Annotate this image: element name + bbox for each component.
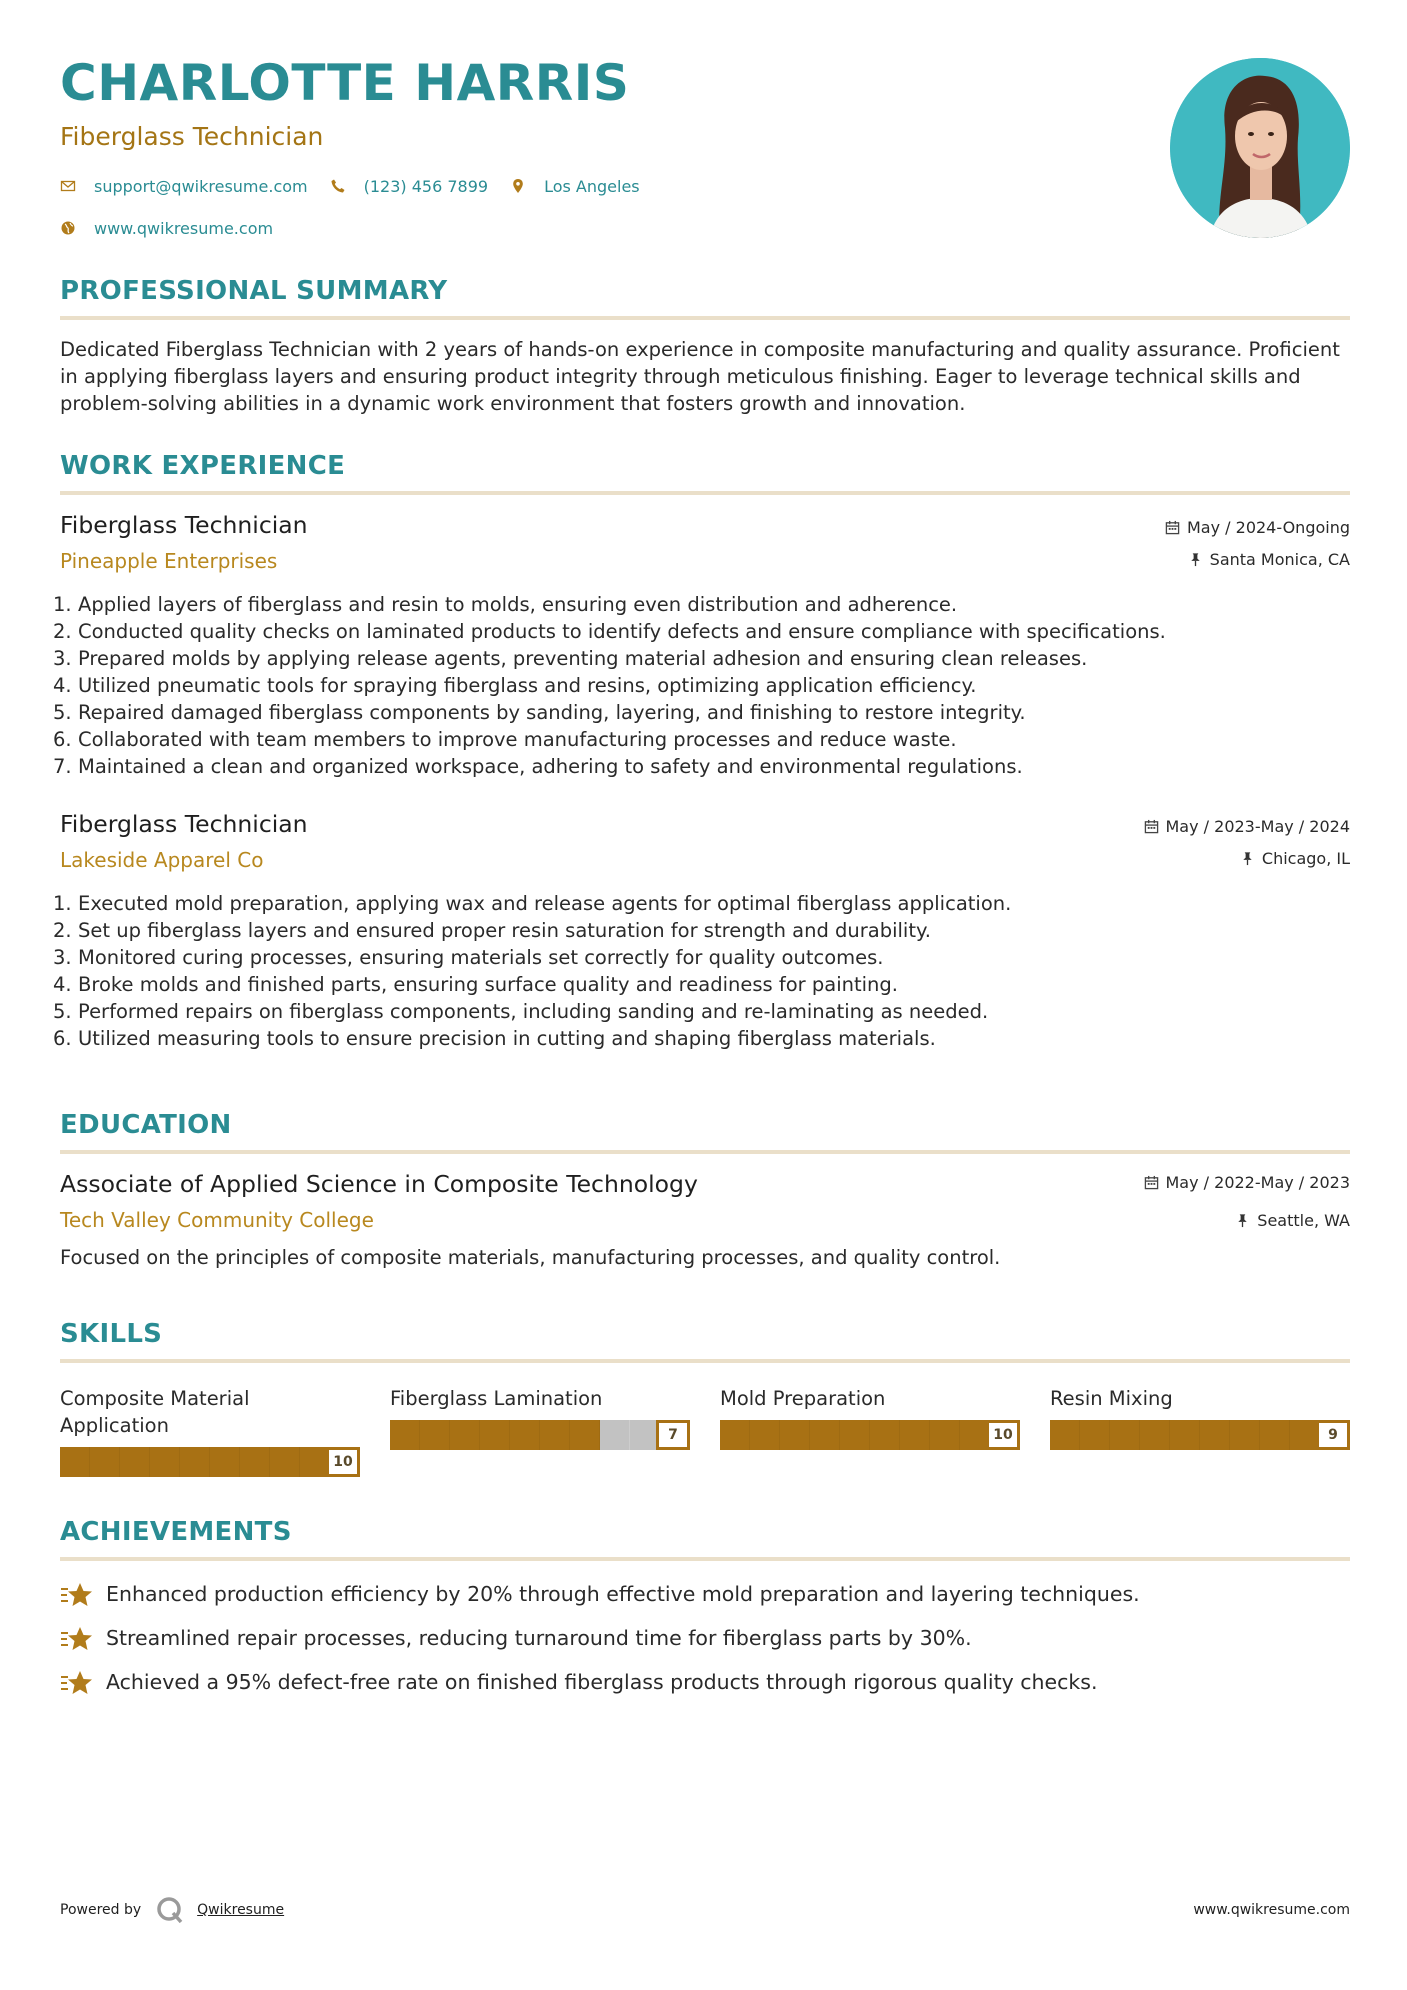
skill-level-bar <box>60 1447 360 1477</box>
website-text: www.qwikresume.com <box>94 218 274 238</box>
section-title-experience: WORK EXPERIENCE <box>60 451 346 481</box>
map-pin-icon <box>510 176 544 196</box>
star-icon <box>60 1624 94 1652</box>
skill-level-segment <box>870 1420 900 1450</box>
skill-level-segment <box>270 1447 300 1477</box>
email-item[interactable] <box>60 176 308 196</box>
header <box>60 54 1350 276</box>
list-item: 4. Broke molds and finished parts, ensuring surface quality and readiness for painting. <box>53 973 898 996</box>
calendar-icon <box>1165 520 1180 535</box>
section-divider <box>60 1150 1350 1154</box>
skill-level-value: 7 <box>656 1420 690 1450</box>
profile-photo <box>1170 58 1350 238</box>
pushpin-icon <box>1240 851 1255 866</box>
section-divider <box>60 316 1350 320</box>
skill-level-segment <box>390 1420 420 1450</box>
list-item: 4. Utilized pneumatic tools for spraying fiberglass and resins, optimizing application efficiency. <box>53 674 977 697</box>
skill-item <box>60 1385 360 1477</box>
pushpin-icon <box>1235 1213 1250 1228</box>
skill-level-segment <box>1260 1420 1290 1450</box>
job-location: Chicago, IL <box>1261 848 1350 868</box>
job-bullets <box>53 591 1350 780</box>
skill-level-bar <box>390 1420 690 1450</box>
skill-level-segment <box>540 1420 570 1450</box>
achievements-section <box>60 1517 1350 1697</box>
section-title-summary: PROFESSIONAL SUMMARY <box>60 276 448 306</box>
skill-level-segment <box>180 1447 210 1477</box>
skill-level-segment <box>1080 1420 1110 1450</box>
list-item: 2. Conducted quality checks on laminated products to identify defects and ensure compliance with specifications. <box>53 620 1166 643</box>
envelope-icon <box>60 176 94 196</box>
skill-level-bar <box>1050 1420 1350 1450</box>
skill-level-segment <box>780 1420 810 1450</box>
job-entry <box>53 810 1350 1052</box>
job-company: Pineapple Enterprises <box>60 549 278 573</box>
achievement-item <box>60 1667 1350 1697</box>
pushpin-icon <box>1188 552 1203 567</box>
skill-level-segment <box>240 1447 270 1477</box>
skill-level-segment <box>480 1420 510 1450</box>
education-entry <box>60 1170 1350 1269</box>
education-location: Seattle, WA <box>1257 1210 1350 1230</box>
skill-name: Mold Preparation <box>720 1387 886 1410</box>
skill-level-segment <box>210 1447 240 1477</box>
education-section <box>60 1110 1350 1269</box>
skill-level-segment <box>1200 1420 1230 1450</box>
star-icon <box>60 1580 94 1608</box>
skill-item <box>720 1385 1020 1477</box>
skill-level-segment <box>60 1447 90 1477</box>
list-item: 3. Prepared molds by applying release agents, preventing material adhesion and ensuring clean releases. <box>53 647 1088 670</box>
skill-level-segment <box>1230 1420 1260 1450</box>
footer <box>60 1895 1350 1925</box>
email-text: support@qwikresume.com <box>94 176 308 196</box>
skill-level-segment <box>150 1447 180 1477</box>
calendar-icon <box>1144 1175 1159 1190</box>
skill-level-segment <box>510 1420 540 1450</box>
achievement-item <box>60 1623 1350 1653</box>
skill-level-value: 10 <box>986 1420 1020 1450</box>
resume-content <box>53 54 1350 1697</box>
skill-level-segment <box>840 1420 870 1450</box>
location-item <box>510 176 640 196</box>
skills-grid <box>60 1385 1350 1477</box>
skill-level-segment <box>900 1420 930 1450</box>
skill-level-segment <box>1110 1420 1140 1450</box>
list-item: 5. Repaired damaged fiberglass components by sanding, layering, and finishing to restore integrity. <box>53 701 1026 724</box>
list-item: 6. Collaborated with team members to improve manufacturing processes and reduce waste. <box>53 728 957 751</box>
phone-item[interactable] <box>330 176 488 196</box>
achievement-text: Achieved a 95% defect-free rate on finished fiberglass products through rigorous quality checks. <box>106 1670 1098 1694</box>
section-title-education: EDUCATION <box>60 1110 232 1140</box>
calendar-icon <box>1144 819 1159 834</box>
experience-section <box>53 451 1350 1052</box>
degree-title: Associate of Applied Science in Composite Technology <box>60 1170 698 1198</box>
skill-level-segment <box>1170 1420 1200 1450</box>
achievement-text: Streamlined repair processes, reducing turnaround time for fiberglass parts by 30%. <box>106 1626 972 1650</box>
achievement-item <box>60 1579 1350 1609</box>
education-description: Focused on the principles of composite materials, manufacturing processes, and quality control. <box>60 1246 1001 1269</box>
section-divider <box>60 1359 1350 1363</box>
section-title-achievements: ACHIEVEMENTS <box>60 1517 292 1547</box>
skill-level-segment <box>750 1420 780 1450</box>
job-bullets <box>53 890 1350 1052</box>
qwikresume-logo-icon <box>155 1895 185 1925</box>
phone-icon <box>330 176 364 196</box>
job-dates: May / 2024-Ongoing <box>1187 517 1350 537</box>
list-item: 5. Performed repairs on fiberglass components, including sanding and re-laminating as needed. <box>53 1000 989 1023</box>
section-title-skills: SKILLS <box>60 1319 163 1349</box>
skills-section <box>60 1319 1350 1477</box>
brand-link[interactable]: Qwikresume <box>197 1902 285 1918</box>
skill-item <box>390 1385 690 1477</box>
skill-level-segment <box>720 1420 750 1450</box>
list-item: 3. Monitored curing processes, ensuring materials set correctly for quality outcomes. <box>53 946 884 969</box>
powered-by-label: Powered by <box>60 1902 142 1918</box>
skill-level-segment <box>570 1420 600 1450</box>
list-item: 1. Applied layers of fiberglass and resin to molds, ensuring even distribution and adherence. <box>53 593 958 616</box>
job-title: Fiberglass Technician <box>60 810 308 838</box>
contact-info <box>60 173 1350 241</box>
skill-level-segment <box>810 1420 840 1450</box>
list-item: 6. Utilized measuring tools to ensure precision in cutting and shaping fiberglass materials. <box>53 1027 936 1050</box>
list-item: 7. Maintained a clean and organized workspace, adhering to safety and environmental regulations. <box>53 755 1023 778</box>
skill-item <box>1050 1385 1350 1477</box>
section-divider <box>60 491 1350 495</box>
skill-level-segment <box>120 1447 150 1477</box>
star-icon <box>60 1668 94 1696</box>
job-company: Lakeside Apparel Co <box>60 848 264 872</box>
education-dates: May / 2022-May / 2023 <box>1165 1172 1350 1192</box>
skill-level-bar <box>720 1420 1020 1450</box>
skill-level-segment <box>420 1420 450 1450</box>
website-item[interactable] <box>60 218 273 238</box>
list-item: 1. Executed mold preparation, applying wax and release agents for optimal fiberglass application. <box>53 892 1012 915</box>
location-text: Los Angeles <box>544 176 640 196</box>
candidate-name: CHARLOTTE HARRIS <box>60 54 630 112</box>
candidate-role: Fiberglass Technician <box>60 122 324 151</box>
skill-level-value: 9 <box>1316 1420 1350 1450</box>
skill-level-segment <box>90 1447 120 1477</box>
job-title: Fiberglass Technician <box>60 511 308 539</box>
achievement-text: Enhanced production efficiency by 20% through effective mold preparation and layering techniques. <box>106 1582 1140 1606</box>
job-location: Santa Monica, CA <box>1209 549 1350 569</box>
phone-text: (123) 456 7899 <box>363 176 489 196</box>
skill-name: Composite Material Application <box>60 1387 250 1437</box>
summary-section <box>60 276 1350 417</box>
section-divider <box>60 1557 1350 1561</box>
skill-level-value: 10 <box>326 1447 360 1477</box>
skill-name: Resin Mixing <box>1050 1387 1173 1410</box>
school-name: Tech Valley Community College <box>60 1208 374 1232</box>
skill-level-segment <box>1050 1420 1080 1450</box>
globe-icon <box>60 218 94 238</box>
job-dates: May / 2023-May / 2024 <box>1165 816 1350 836</box>
list-item: 2. Set up fiberglass layers and ensured proper resin saturation for strength and durability. <box>53 919 931 942</box>
skill-name: Fiberglass Lamination <box>390 1387 603 1410</box>
skill-level-segment <box>1140 1420 1170 1450</box>
footer-site-link[interactable]: www.qwikresume.com <box>1193 1902 1350 1918</box>
skill-level-segment <box>930 1420 960 1450</box>
skill-level-segment <box>600 1420 630 1450</box>
skill-level-segment <box>450 1420 480 1450</box>
job-entry <box>53 511 1350 780</box>
summary-text: Dedicated Fiberglass Technician with 2 years of hands-on experience in composite manufacturing and quality assurance. Proficient in applying fiberglass layers and ensuring product integrity through meticulous finishing. Eager to leverage technical skills and problem-solving abilities in a dynamic work environment that fosters growth and innovation. <box>60 338 1340 415</box>
